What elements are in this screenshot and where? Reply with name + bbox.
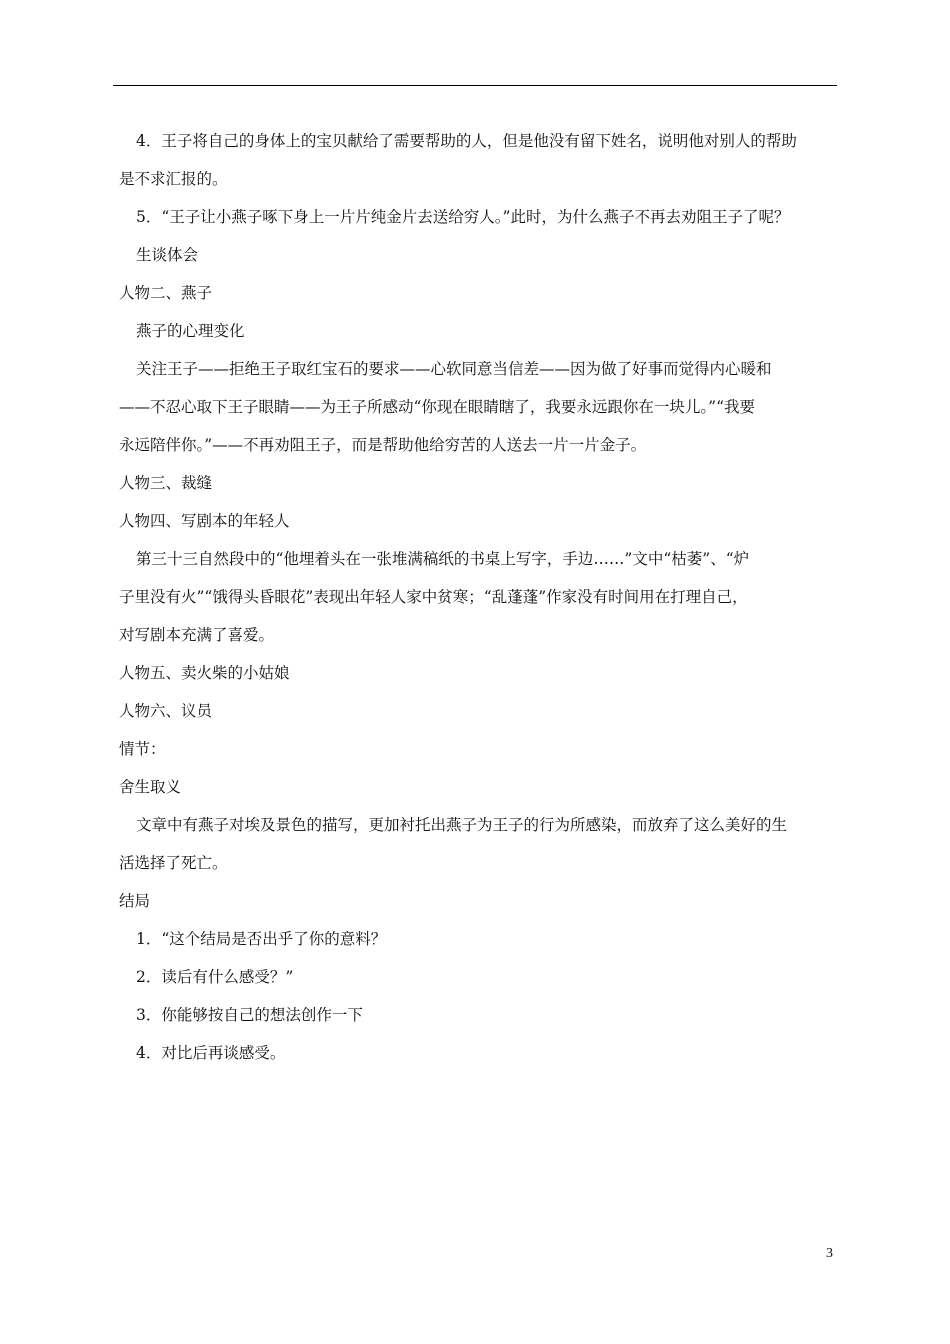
text-line: 对写剧本充满了喜爱。 [119, 626, 275, 644]
text-line: 人物三、裁缝 [119, 474, 213, 492]
text-line: 人物二、燕子 [119, 284, 213, 302]
text-line: 人物四、写剧本的年轻人 [119, 512, 290, 530]
text-line: 是不求汇报的。 [119, 170, 228, 188]
text-line: 燕子的心理变化 [136, 322, 245, 340]
text-line: 人物六、议员 [119, 702, 213, 720]
document-body [119, 122, 837, 1072]
text-line: ——不忍心取下王子眼睛——为王子所感动“你现在眼睛瞎了，我要永远跟你在一块儿。”“我要 [119, 398, 756, 416]
text-line: 子里没有火”“饿得头昏眼花”表现出年轻人家中贫寒；“乱蓬蓬”作家没有时间用在打理自己， [119, 588, 748, 606]
text-line: 关注王子——拒绝王子取红宝石的要求——心软同意当信差——因为做了好事而觉得内心暖和 [136, 360, 772, 378]
text-line: 3．你能够按自己的想法创作一下 [136, 1006, 363, 1024]
text-line: 永远陪伴你。”——不再劝阻王子，而是帮助他给穷苦的人送去一片一片金子。 [119, 436, 647, 454]
text-line: 第三十三自然段中的“他埋着头在一张堆满稿纸的书桌上写字，手边……”文中“枯萎”、“炉 [136, 550, 750, 568]
text-line: 舍生取义 [119, 778, 182, 796]
text-line: 5．“王子让小燕子啄下身上一片片纯金片去送给穷人。”此时，为什么燕子不再去劝阻王子了呢？ [136, 208, 790, 226]
text-line: 4．王子将自己的身体上的宝贝献给了需要帮助的人，但是他没有留下姓名，说明他对别人的帮助 [136, 132, 797, 150]
text-line: 2．读后有什么感受？” [136, 968, 294, 986]
text-line: 活选择了死亡。 [119, 854, 228, 872]
text-line: 1．“这个结局是否出乎了你的意料？ [136, 930, 387, 948]
text-line: 人物五、卖火柴的小姑娘 [119, 664, 290, 682]
page-number: 3 [826, 1246, 833, 1261]
text-line: 4．对比后再谈感受。 [136, 1044, 286, 1062]
text-line: 情节： [119, 740, 166, 758]
text-line: 生谈体会 [136, 246, 199, 264]
header-rule [113, 85, 837, 86]
text-line: 文章中有燕子对埃及景色的描写，更加衬托出燕子为王子的行为所感染，而放弃了这么美好的生 [136, 816, 788, 834]
text-line: 结局 [119, 892, 151, 910]
